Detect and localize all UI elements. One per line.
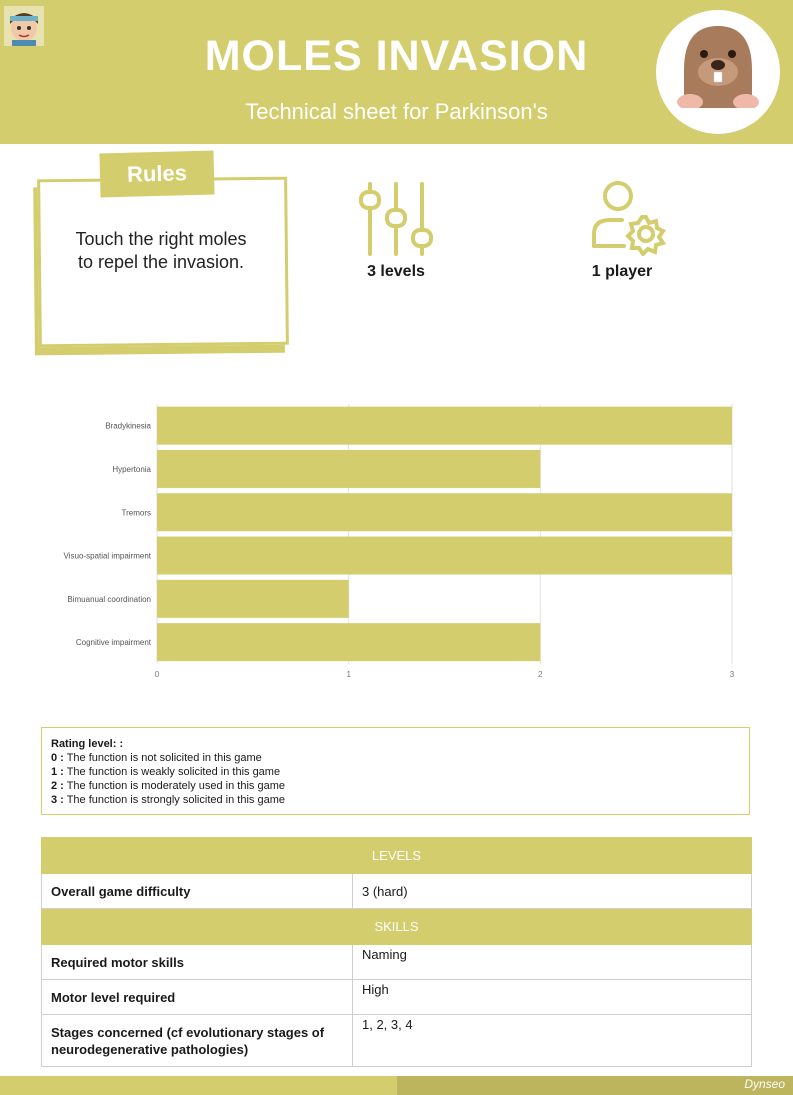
table-row: [42, 980, 752, 1015]
players-label: 1 player: [591, 263, 653, 280]
footer-bar-right: [397, 1076, 793, 1095]
difficulty-label: Overall game difficulty: [42, 874, 353, 909]
x-tick-label: 3: [729, 669, 735, 679]
skills-section-header: [42, 909, 752, 945]
motor-skills-label: Required motor skills: [42, 945, 353, 980]
rules-description: [45, 228, 277, 274]
x-tick-label: 2: [538, 669, 543, 679]
legend-item: [51, 793, 740, 807]
bar: [157, 450, 540, 488]
stages-value: 1, 2, 3, 4: [353, 1015, 752, 1067]
table-row: [42, 1015, 752, 1067]
page-subtitle: Technical sheet for Parkinson's: [245, 99, 548, 124]
bar: [157, 407, 732, 445]
levels-header: LEVELS: [42, 838, 752, 874]
legend-key: 1 :: [51, 766, 64, 778]
levels-label: 3 levels: [367, 263, 425, 280]
difficulty-value: 3 (hard): [353, 874, 752, 909]
legend-item: [51, 779, 740, 793]
sliders-icon: [356, 180, 438, 258]
table-row: [42, 945, 752, 980]
rules-line-2: to repel the invasion.: [77, 252, 245, 272]
skills-bar-chart: [0, 390, 793, 690]
levels-section-header: [42, 838, 752, 874]
page-title: MOLES INVASION: [204, 32, 589, 80]
category-label: Cognitive impairment: [75, 638, 151, 648]
motor-level-value: High: [353, 980, 752, 1015]
rules-line-1: Touch the right moles: [75, 229, 247, 249]
motor-skills-value: Naming: [353, 945, 752, 980]
category-label: Hypertonia: [112, 464, 151, 474]
mole-icon: [656, 10, 780, 134]
rating-legend: [41, 727, 750, 815]
skills-header: SKILLS: [42, 909, 752, 945]
legend-text: The function is strongly solicited in this game: [63, 794, 285, 806]
legend-text: The function is moderately used in this game: [63, 780, 285, 792]
brand-logo: Dynseo: [744, 1077, 785, 1091]
header-banner: [0, 0, 793, 144]
category-label: Bimuanual coordination: [67, 594, 151, 604]
rules-tab: Rules: [99, 151, 214, 198]
category-label: Bradykinesia: [105, 421, 151, 431]
table-row: [42, 874, 752, 909]
bar: [157, 537, 732, 575]
legend-text: The function is weakly solicited in this game: [63, 766, 281, 778]
x-tick-label: 0: [154, 669, 160, 679]
category-label: Tremors: [121, 508, 151, 518]
stages-label: Stages concerned (cf evolutionary stages of neurodegenerative pathologies): [42, 1015, 353, 1067]
bar: [157, 493, 732, 531]
legend-key: 2 :: [51, 780, 64, 792]
legend-key: 3 :: [51, 794, 64, 806]
x-tick-label: 1: [346, 669, 351, 679]
footer-bar-left: [0, 1076, 397, 1095]
legend-key: 0 :: [51, 752, 64, 764]
legend-item: [51, 751, 740, 765]
legend-item: [51, 765, 740, 779]
legend-title: Rating level: :: [51, 738, 124, 750]
motor-level-label: Motor level required: [42, 980, 353, 1015]
user-settings-icon: [588, 180, 668, 256]
mole-illustration: [656, 10, 780, 134]
info-table: [41, 837, 752, 1067]
category-label: Visuo-spatial impairment: [63, 551, 151, 561]
bar: [157, 580, 349, 618]
bar: [157, 623, 540, 661]
legend-text: The function is not solicited in this game: [63, 752, 262, 764]
